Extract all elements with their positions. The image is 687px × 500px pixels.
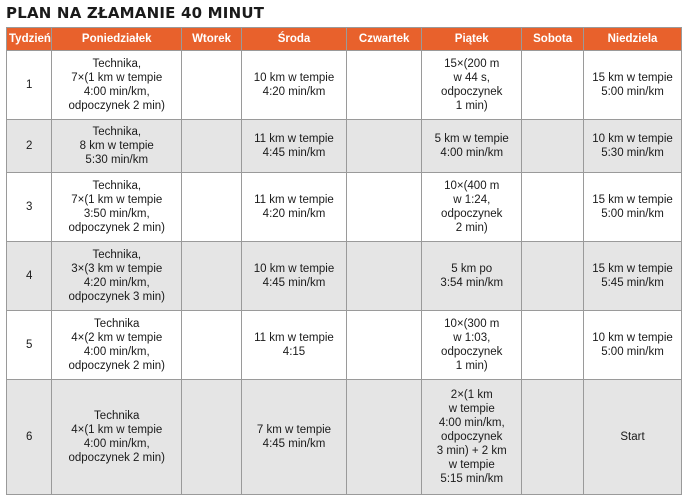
- column-header-thursday: Czwartek: [347, 28, 422, 51]
- thursday-cell: [347, 173, 422, 242]
- wednesday-cell: 11 km w tempie 4:15: [241, 311, 346, 380]
- wednesday-cell: 10 km w tempie 4:20 min/km: [241, 51, 346, 120]
- week-number-cell: 3: [7, 173, 52, 242]
- tuesday-cell: [182, 120, 242, 173]
- thursday-cell: [347, 51, 422, 120]
- thursday-cell: [347, 380, 422, 495]
- friday-cell: 5 km po 3:54 min/km: [422, 242, 522, 311]
- column-header-friday: Piątek: [422, 28, 522, 51]
- table-row: [7, 242, 682, 311]
- thursday-cell: [347, 242, 422, 311]
- week-number-cell: 4: [7, 242, 52, 311]
- sunday-cell: 10 km w tempie 5:00 min/km: [584, 311, 682, 380]
- tuesday-cell: [182, 242, 242, 311]
- sunday-cell: 15 km w tempie 5:00 min/km: [584, 51, 682, 120]
- column-header-sunday: Niedziela: [584, 28, 682, 51]
- header-row: [7, 28, 682, 51]
- friday-cell: 5 km w tempie 4:00 min/km: [422, 120, 522, 173]
- monday-cell: Technika, 3×(3 km w tempie 4:20 min/km, odpoczynek 3 min): [52, 242, 182, 311]
- week-number-cell: 6: [7, 380, 52, 495]
- friday-cell: 10×(300 m w 1:03, odpoczynek 1 min): [422, 311, 522, 380]
- saturday-cell: [522, 311, 584, 380]
- saturday-cell: [522, 120, 584, 173]
- sunday-cell: 10 km w tempie 5:30 min/km: [584, 120, 682, 173]
- friday-cell: 2×(1 km w tempie 4:00 min/km, odpoczynek 3 min) + 2 km w tempie 5:15 min/km: [422, 380, 522, 495]
- thursday-cell: [347, 120, 422, 173]
- tuesday-cell: [182, 173, 242, 242]
- sunday-cell: 15 km w tempie 5:45 min/km: [584, 242, 682, 311]
- thursday-cell: [347, 311, 422, 380]
- page-title: PLAN NA ZŁAMANIE 40 MINUT: [6, 4, 265, 22]
- table-row: [7, 173, 682, 242]
- column-header-tuesday: Wtorek: [182, 28, 242, 51]
- saturday-cell: [522, 51, 584, 120]
- monday-cell: Technika 4×(1 km w tempie 4:00 min/km, odpoczynek 2 min): [52, 380, 182, 495]
- sunday-cell: Start: [584, 380, 682, 495]
- training-plan-table: [6, 27, 682, 495]
- wednesday-cell: 7 km w tempie 4:45 min/km: [241, 380, 346, 495]
- saturday-cell: [522, 242, 584, 311]
- saturday-cell: [522, 173, 584, 242]
- monday-cell: Technika, 7×(1 km w tempie 4:00 min/km, odpoczynek 2 min): [52, 51, 182, 120]
- column-header-monday: Poniedziałek: [52, 28, 182, 51]
- monday-cell: Technika, 7×(1 km w tempie 3:50 min/km, odpoczynek 2 min): [52, 173, 182, 242]
- friday-cell: 10×(400 m w 1:24, odpoczynek 2 min): [422, 173, 522, 242]
- column-header-saturday: Sobota: [522, 28, 584, 51]
- week-number-cell: 5: [7, 311, 52, 380]
- tuesday-cell: [182, 380, 242, 495]
- week-number-cell: 1: [7, 51, 52, 120]
- monday-cell: Technika 4×(2 km w tempie 4:00 min/km, odpoczynek 2 min): [52, 311, 182, 380]
- wednesday-cell: 11 km w tempie 4:20 min/km: [241, 173, 346, 242]
- table-row: [7, 380, 682, 495]
- column-header-week: Tydzień: [7, 28, 52, 51]
- tuesday-cell: [182, 51, 242, 120]
- table-row: [7, 51, 682, 120]
- friday-cell: 15×(200 m w 44 s, odpoczynek 1 min): [422, 51, 522, 120]
- sunday-cell: 15 km w tempie 5:00 min/km: [584, 173, 682, 242]
- monday-cell: Technika, 8 km w tempie 5:30 min/km: [52, 120, 182, 173]
- tuesday-cell: [182, 311, 242, 380]
- table-row: [7, 120, 682, 173]
- wednesday-cell: 11 km w tempie 4:45 min/km: [241, 120, 346, 173]
- saturday-cell: [522, 380, 584, 495]
- table-row: [7, 311, 682, 380]
- wednesday-cell: 10 km w tempie 4:45 min/km: [241, 242, 346, 311]
- column-header-wednesday: Środa: [241, 28, 346, 51]
- week-number-cell: 2: [7, 120, 52, 173]
